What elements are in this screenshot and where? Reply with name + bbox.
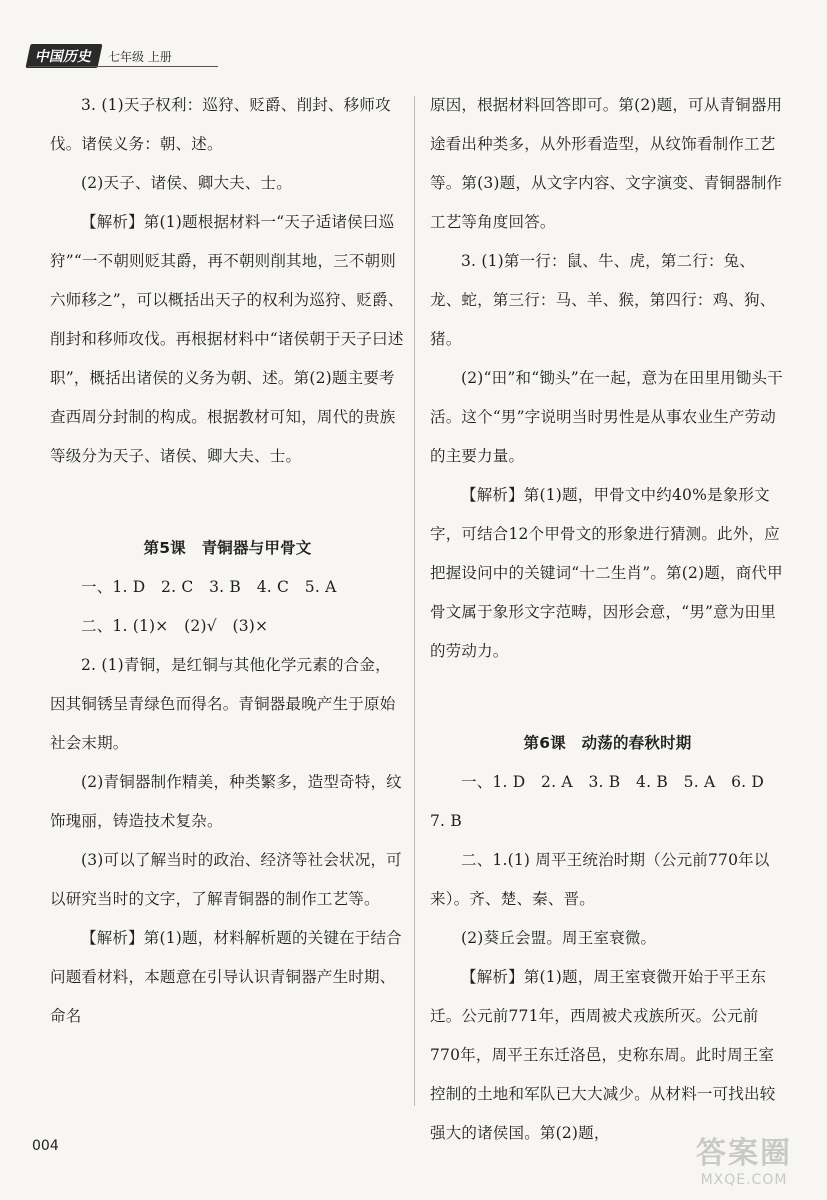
watermark-logo <box>696 1128 792 1188</box>
paragraph: 原因，根据材料回答即可。第(2)题，可从青铜器用途看出种类多，从外形看造型，从纹饰看制作工艺等。第(3)题，从文字内容、文字演变、青铜器制作工艺等角度回答。 <box>430 96 783 231</box>
paragraph: 3. (1)天子权利：巡狩、贬爵、削封、移师攻伐。诸侯义务：朝、述。 <box>50 96 391 153</box>
paragraph: 二、1.(1) 周平王统治时期（公元前770年以来）。齐、楚、秦、晋。 <box>430 851 770 908</box>
running-header <box>28 44 172 68</box>
page-number: 004 <box>32 1138 59 1154</box>
spacer <box>50 476 405 515</box>
right-column <box>430 86 785 1153</box>
paragraph: 一、1. D 2. A 3. B 4. B 5. A 6. D 7. B <box>430 773 780 830</box>
paragraph: 【解析】第(1)题，材料解析题的关键在于结合问题看材料，本题意在引导认识青铜器产生时期、命名 <box>50 929 402 1025</box>
paragraph: 【解析】第(1)题，甲骨文中约40%是象形文字，可结合12个甲骨文的形象进行猜测。此外，应把握设问中的关键词“十二生肖”。第(2)题，商代甲骨文属于象形文字范畴，因形会意，“男”意为田里的劳动力。 <box>430 486 783 660</box>
paragraph: 3. (1)第一行：鼠、牛、虎，第二行：兔、龙、蛇，第三行：马、羊、猴，第四行：鸡、狗、猪。 <box>430 252 776 348</box>
grade-label: 七年级 上册 <box>108 49 172 64</box>
watermark-url: MXQE.COM <box>700 1172 788 1188</box>
paragraph: 二、1. (1)× (2)√ (3)× <box>81 617 269 635</box>
left-column <box>50 86 405 1036</box>
paragraph: (3)可以了解当时的政治、经济等社会状况，可以研究当时的文字，了解青铜器的制作工艺等。 <box>50 851 402 908</box>
paragraph: (2)天子、诸侯、卿大夫、士。 <box>81 174 292 192</box>
watermark-text: 答案圈 <box>696 1136 792 1171</box>
book-title: 中国历史 <box>25 44 102 68</box>
spacer <box>430 671 785 710</box>
header-rule <box>28 66 218 67</box>
paragraph: 【解析】第(1)题根据材料一“天子适诸侯曰巡狩”“一不朝则贬其爵，再不朝则削其地，三不朝则六师移之”，可以概括出天子的权利为巡狩、贬爵、削封和移师攻伐。再根据材料中“诸侯朝于天子曰述职”，概括出诸侯的义务为朝、述。第(2)题主要考查西周分封制的构成。根据教材可知，周代的贵族等级分为天子、诸侯、卿大夫、士。 <box>50 213 404 465</box>
paragraph: (2)青铜器制作精美，种类繁多，造型奇特，纹饰瑰丽，铸造技术复杂。 <box>50 773 402 830</box>
paragraph: (2)“田”和“锄头”在一起，意为在田里用锄头干活。这个“男”字说明当时男性是从事农业生产劳动的主要力量。 <box>430 369 783 465</box>
column-divider <box>414 96 415 1106</box>
paragraph: 【解析】第(1)题，周王室衰微开始于平王东迁。公元前771年，西周被犬戎族所灭。公元前770年，周平王东迁洛邑，史称东周。此时周王室控制的土地和军队已大大减少。从材料一可找出较强大的诸侯国。第(2)题， <box>430 968 776 1142</box>
lesson-title: 第6课 动荡的春秋时期 <box>523 734 692 752</box>
lesson-title: 第5课 青铜器与甲骨文 <box>143 539 312 557</box>
paragraph: 2. (1)青铜，是红铜与其他化学元素的合金，因其铜锈呈青绿色而得名。青铜器最晚产生于原始社会末期。 <box>50 656 396 752</box>
paragraph: 一、1. D 2. C 3. B 4. C 5. A <box>81 578 337 596</box>
paragraph: (2)葵丘会盟。周王室衰微。 <box>461 929 657 947</box>
